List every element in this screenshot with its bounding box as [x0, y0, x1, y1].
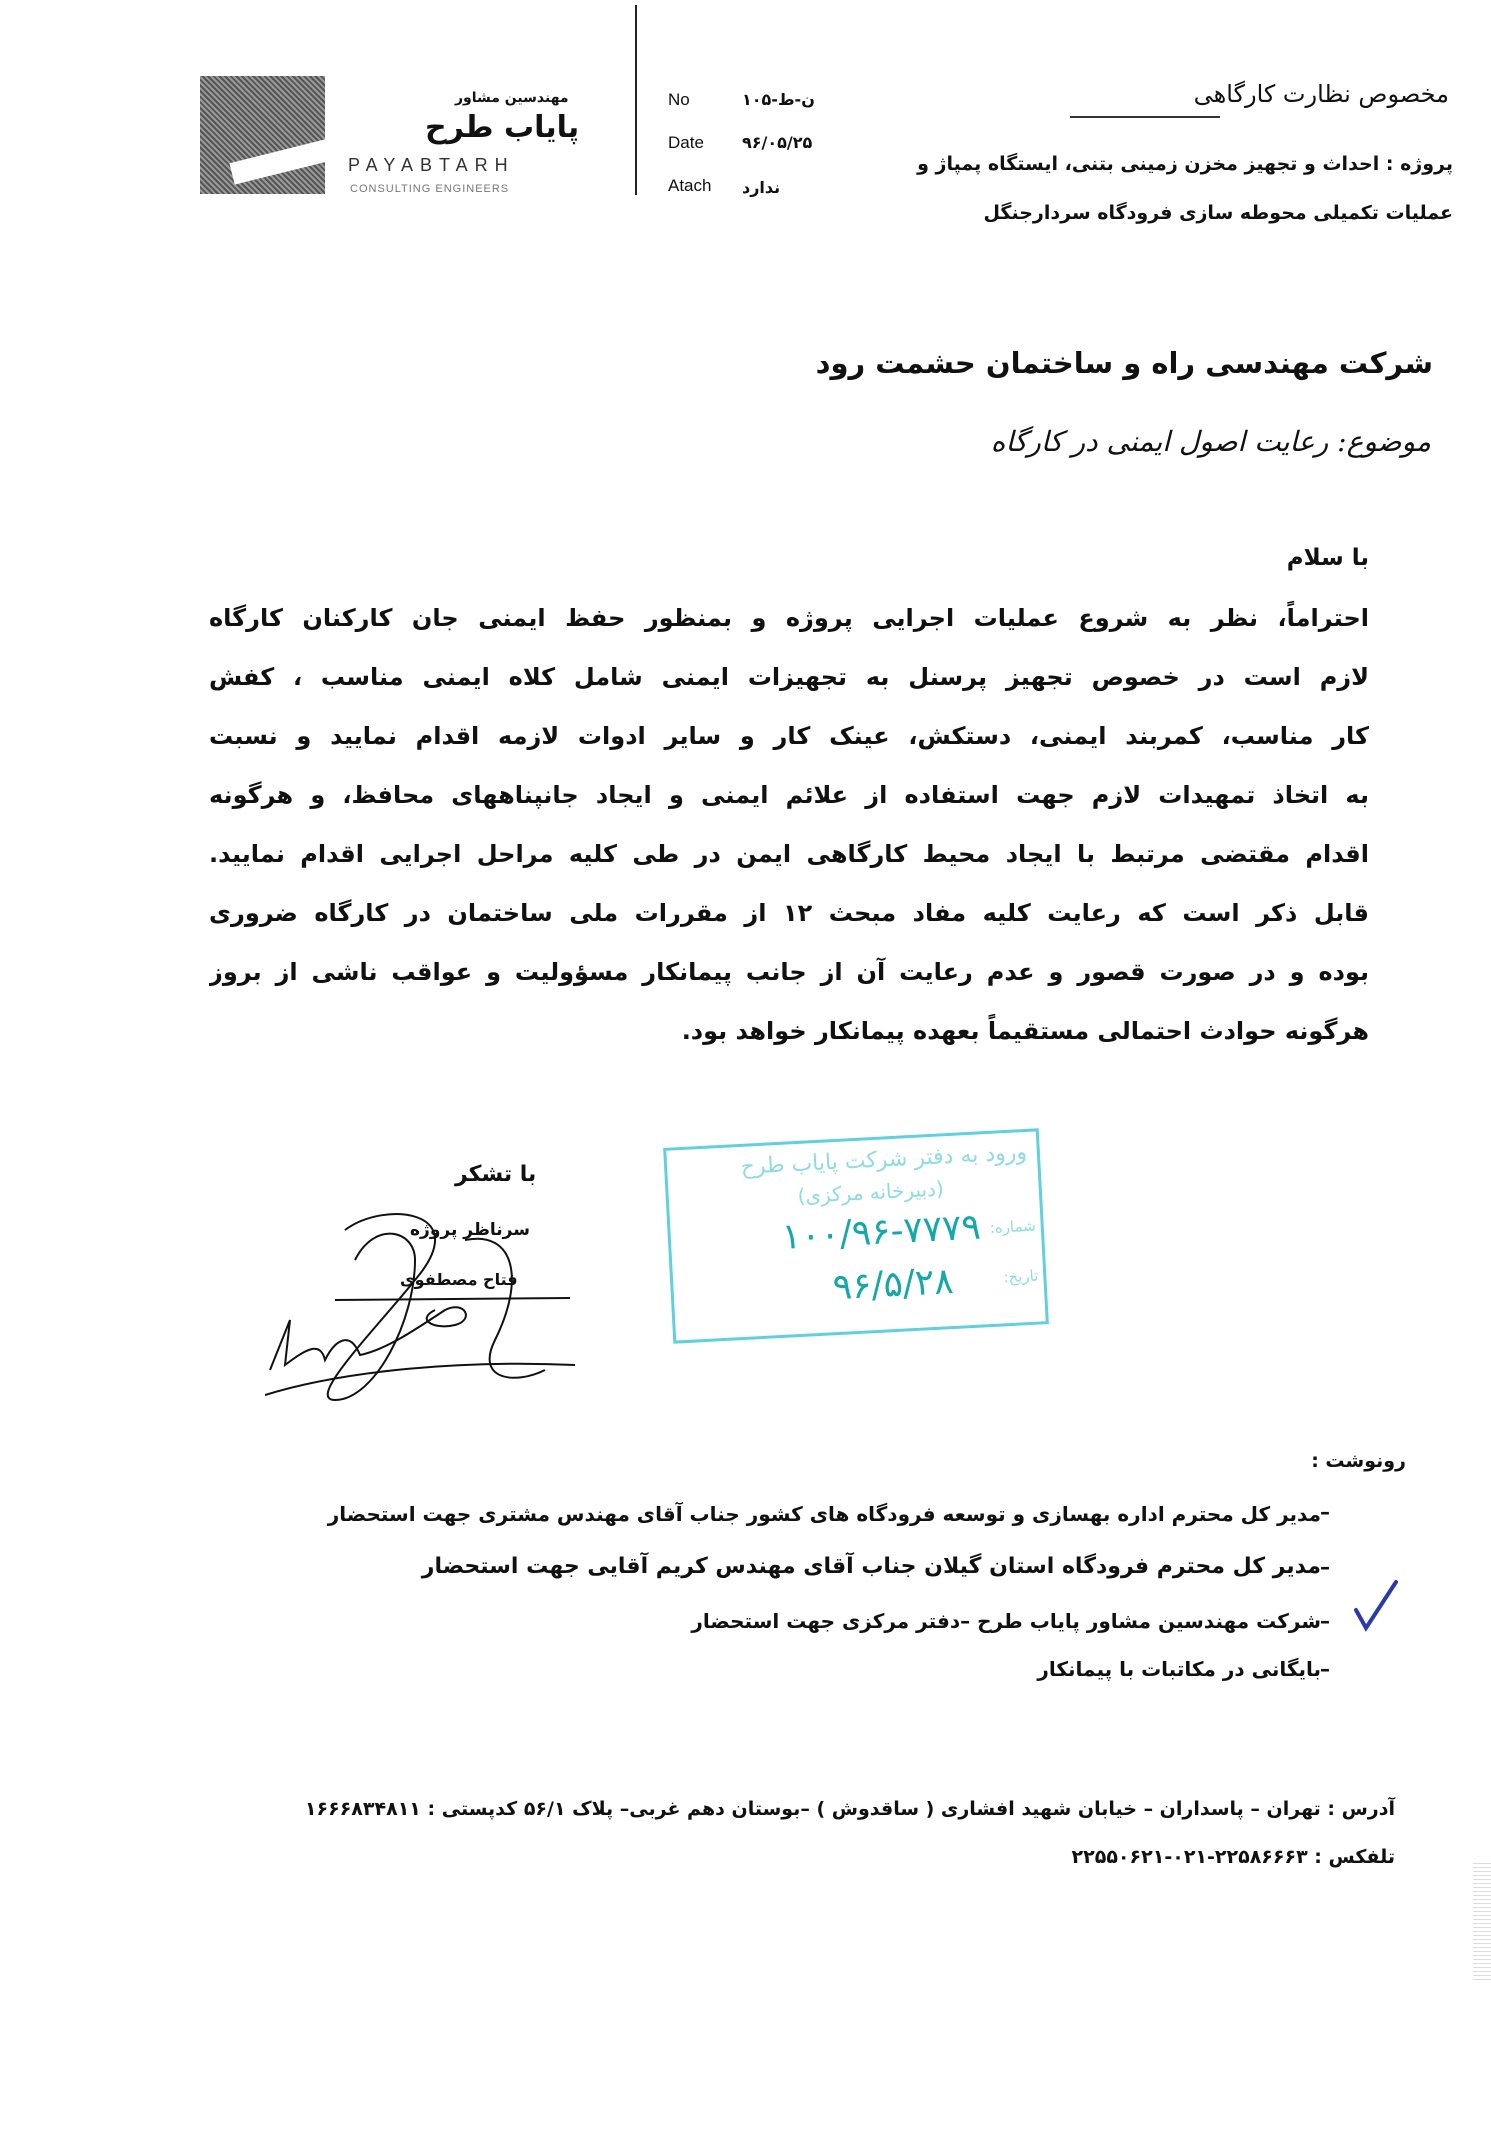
cc-dash: –	[1320, 1609, 1330, 1633]
body-line: کار مناسب، کمربند ایمنی، دستکش، عینک کار و سایر ادوات لازمه اقدام نمایید و نسبت	[209, 722, 1369, 750]
stamp-number: ۱۰۰/۹۶-۷۷۷۹	[780, 1206, 982, 1258]
footer-address: آدرس : تهران – پاسداران – خیابان شهید افشاری ( ساقدوش ) –بوستان دهم غربی– پلاک ۵۶/۱ کدپستی : ۱۶۶۶۸۳۴۸۱۱	[304, 1798, 1395, 1820]
attach-label: Atach	[668, 176, 712, 195]
signer-name: فتاح مصطفوی	[400, 1270, 518, 1289]
closing-thanks: با تشکر	[455, 1162, 537, 1187]
recipient: شرکت مهندسی راه و ساختمان حشمت رود	[815, 346, 1433, 380]
cc-title: رونوشت :	[1311, 1450, 1406, 1472]
project-line-1: پروژه : احداث و تجهیز مخزن زمینی بتنی، ایستگاه پمپاژ و	[917, 153, 1453, 175]
cc-item: شرکت مهندسین مشاور پایاب طرح –دفتر مرکزی جهت استحضار	[691, 1609, 1321, 1633]
body-line: بوده و در صورت قصور و عدم رعایت آن از جانب پیمانکار مسؤولیت و عواقب ناشی از بروز	[209, 958, 1369, 986]
body-line: قابل ذکر است که رعایت کلیه مفاد مبحث ۱۲ از مقررات ملی ساختمان در کارگاه ضروری	[209, 899, 1369, 927]
received-stamp	[663, 1128, 1049, 1343]
cc-item: بایگانی در مکاتبات با پیمانکار	[1037, 1657, 1321, 1681]
cc-dash: –	[1320, 1555, 1330, 1579]
signer-title: سرناظر پروژه	[410, 1220, 530, 1240]
stamp-line-2: (دبیرخانه مرکزی)	[796, 1176, 945, 1208]
stamp-number-label: شماره:	[989, 1216, 1037, 1237]
attach-value: ندارد	[742, 178, 781, 197]
greeting: با سلام	[1286, 545, 1369, 571]
checkmark-icon	[1352, 1578, 1402, 1638]
date-value: ۹۶/۰۵/۲۵	[742, 133, 813, 152]
body-line: هرگونه حوادث احتمالی مستقیماً بعهده پیمانکار خواهد بود.	[681, 1017, 1369, 1045]
header-divider	[635, 5, 637, 195]
logo-name-en: PAYABTARH	[348, 155, 515, 175]
handwritten-signature	[265, 1200, 585, 1410]
cc-dash: –	[1320, 1500, 1330, 1524]
stamp-date-label: تاریخ:	[1002, 1266, 1039, 1287]
footer-phone: تلفکس : ۲۲۵۸۶۶۶۳-۰۲۱-۲۲۵۵۰۶۲۱	[1071, 1846, 1395, 1868]
logo-subtitle-en: CONSULTING ENGINEERS	[350, 183, 510, 195]
no-label: No	[668, 90, 690, 109]
cc-item: مدیر کل محترم فرودگاه استان گیلان جناب آقای مهندس کریم آقایی جهت استحضار	[421, 1554, 1321, 1579]
subject: موضوع: رعایت اصول ایمنی در کارگاه	[990, 425, 1431, 458]
company-logo	[200, 76, 325, 194]
body-line: احتراماً، نظر به شروع عملیات اجرایی پروژه و بمنظور حفظ ایمنی جان کارکنان کارگاه	[209, 604, 1369, 632]
special-note: مخصوص نظارت کارگاهی	[1193, 80, 1449, 108]
body-line: لازم است در خصوص تجهیز پرسنل به تجهیزات ایمنی شامل کلاه ایمنی مناسب ، کفش	[209, 663, 1369, 691]
body-line: اقدام مقتضی مرتبط با ایجاد محیط کارگاهی ایمن در طی کلیه مراحل اجرایی اقدام نمایید.	[209, 840, 1369, 868]
date-label: Date	[668, 133, 704, 152]
cc-item: مدیر کل محترم اداره بهسازی و توسعه فرودگاه های کشور جناب آقای مهندس مشتری جهت استحضار	[327, 1502, 1321, 1526]
special-underline	[1070, 116, 1220, 118]
project-line-2: عملیات تکمیلی محوطه سازی فرودگاه سردارجنگل	[983, 202, 1453, 224]
logo-subtitle-fa: مهندسین مشاور	[455, 90, 569, 106]
body-line: به اتخاذ تمهیدات لازم جهت استفاده از علائم ایمنی و ایجاد جانپناههای محافظ، و هرگونه	[209, 781, 1369, 809]
stamp-line-1: ورود به دفتر شرکت پایاب طرح	[740, 1139, 1028, 1180]
no-value: ن-ط-۱۰۵	[742, 90, 815, 109]
cc-dash: –	[1320, 1657, 1330, 1681]
stamp-date: ۹۶/۵/۲۸	[831, 1260, 955, 1309]
logo-name-fa: پایاب طرح	[425, 110, 580, 145]
scan-edge	[1473, 1860, 1491, 1980]
